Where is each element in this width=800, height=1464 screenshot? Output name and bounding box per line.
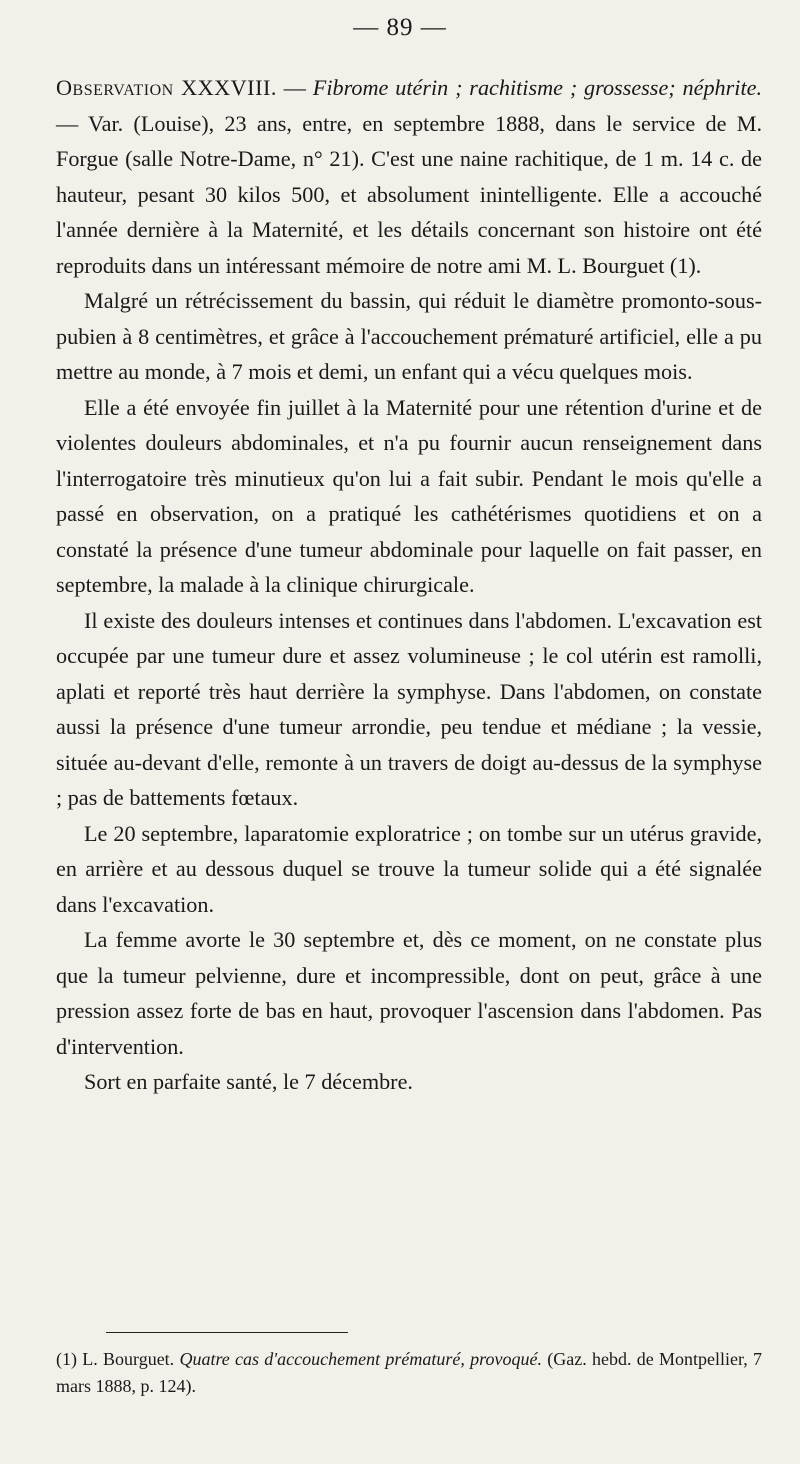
observation-paragraph-1 [56, 70, 762, 283]
observation-paragraph-6: La femme avorte le 30 septembre et, dès ce moment, on ne constate plus que la tumeur pelvienne, dure et incompressible, dont on peut, grâce à une pression assez forte de bas en haut, provoquer l'ascension dans l'abdomen. Pas d'intervention. [56, 927, 762, 1059]
heading-dash: — [276, 75, 313, 100]
observation-heading-title: Fibrome utérin ; rachitisme ; grossesse; néphrite. [312, 75, 763, 100]
footnote-marker: (1) L. Bourguet. [56, 1349, 180, 1369]
observation-paragraph-7: Sort en parfaite santé, le 7 décembre. [84, 1069, 413, 1094]
observation-text [56, 70, 762, 1100]
footnote [56, 1346, 762, 1400]
observation-paragraph-4: Il existe des douleurs intenses et continues dans l'abdomen. L'excavation est occupée par une tumeur dure et assez volumineuse ; le col utérin est ramolli, aplati et reporté très haut derrière la symphyse. Dans l'abdomen, on constate aussi la présence d'une tumeur arrondie, peu tendue et médiane ; la vessie, située au-devant d'elle, remonte à un travers de doigt au-dessus de la symphyse ; pas de battements fœtaux. [56, 607, 762, 810]
paragraph-text: — Var. (Louise), 23 ans, entre, en septembre 1888, dans le service de M. Forgue (salle Notre-Dame, n° 21). C'est une naine rachitique, de 1 m. 14 c. de hauteur, pesant 30 kilos 500, et absolument inintelligente. Elle a accouché l'année dernière à la Maternité, et les détails concernant son histoire ont été reproduits dans un intéressant mémoire de notre ami M. L. Bourguet (1). [56, 110, 762, 278]
footnote-title: Quatre cas d'accouchement prématuré, provoqué. [179, 1349, 542, 1369]
observation-heading-label: Observation XXXVIII. [56, 75, 277, 100]
footnote-text [56, 1346, 762, 1400]
observation-paragraph-2: Malgré un rétrécissement du bassin, qui réduit le diamètre promonto-sous-pubien à 8 centimètres, et grâce à l'accouchement prématuré artificiel, elle a pu mettre au monde, à 7 mois et demi, un enfant qui a vécu quelques mois. [56, 288, 762, 384]
footnote-rest: (Gaz. hebd. de Montpellier, 7 mars 1888, p. 124). [56, 1349, 762, 1396]
observation-paragraph-3: Elle a été envoyée fin juillet à la Maternité pour une rétention d'urine et de violentes douleurs abdominales, et n'a pu fournir aucun renseignement dans l'interrogatoire très minutieux qu'on lui a fait subir. Pendant le mois qu'elle a passé en observation, on a pratiqué les cathétérismes quotidiens et on a constaté la présence d'une tumeur abdominale pour laquelle on fait passer, en septembre, la malade à la clinique chirurgicale. [56, 394, 762, 597]
footnote-divider [106, 1332, 348, 1333]
page-number: — 89 — [353, 14, 447, 41]
observation-paragraph-5: Le 20 septembre, laparatomie exploratrice ; on tombe sur un utérus gravide, en arrière et au dessous duquel se trouve la tumeur solide qui a été signalée dans l'excavation. [56, 820, 762, 917]
